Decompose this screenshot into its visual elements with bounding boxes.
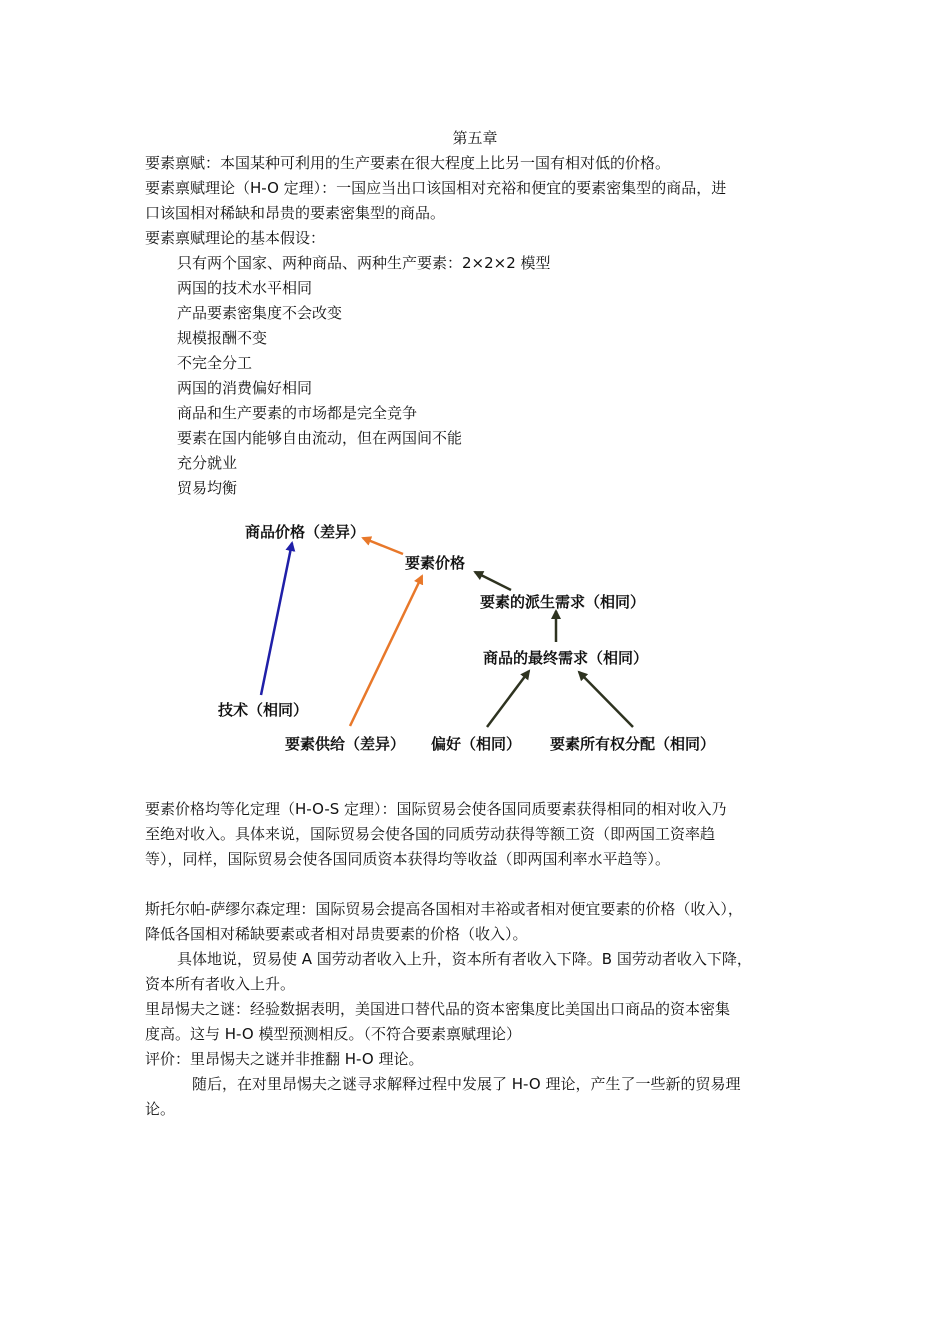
node-goods-price: 商品价格（差异） [245,523,366,541]
ho-theorem-line-1: 要素禀赋理论（H-O 定理）：一国应当出口该国相对充裕和便宜的要素密集型的商品，进 [145,179,727,197]
leontief-line-4: 随后，在对里昂惕夫之谜寻求解释过程中发展了 H-O 理论，产生了一些新的贸易理 [192,1075,741,1093]
node-derived-demand: 要素的派生需求（相同） [480,593,646,611]
assumption-item: 要素在国内能够自由流动，但在两国间不能 [177,429,463,447]
leontief-line-1: 里昂惕夫之谜：经验数据表明，美国进口替代品的资本密集度比美国出口商品的资本密集 [145,1000,731,1018]
assumption-item: 商品和生产要素的市场都是完全竞争 [177,404,418,422]
chapter-title: 第五章 [452,129,498,147]
node-ownership: 要素所有权分配（相同） [550,735,716,753]
arrow-factor-supply-to-factor-price [350,576,422,726]
definition-factor-endowment: 要素禀赋：本国某种可利用的生产要素在很大程度上比另一国有相对低的价格。 [145,154,671,172]
arrow-technology-to-goods-price [261,543,292,695]
arrow-ownership-to-final-demand [579,672,633,727]
leontief-evaluation: 评价：里昂惕夫之谜并非推翻 H-O 理论。 [145,1050,424,1068]
node-technology: 技术（相同） [218,701,309,719]
assumption-item: 贸易均衡 [177,479,238,497]
ss-theorem-line-3: 具体地说，贸易使 A 国劳动者收入上升，资本所有者收入下降。B 国劳动者收入下降， [177,950,752,968]
ss-theorem-line-1: 斯托尔帕-萨缪尔森定理：国际贸易会提高各国相对丰裕或者相对便宜要素的价格（收入）， [145,900,743,918]
arrow-factor-price-to-goods-price [363,538,403,554]
hos-theorem-line-3: 等），同样，国际贸易会使各国同质资本获得均等收益（即两国利率水平趋等）。 [145,850,671,868]
leontief-line-5: 论。 [145,1100,176,1118]
assumption-item: 充分就业 [177,454,238,472]
leontief-line-2: 度高。这与 H-O 模型预测相反。（不符合要素禀赋理论） [145,1025,521,1043]
assumption-item: 规模报酬不变 [177,329,268,347]
node-preference: 偏好（相同） [431,735,522,753]
ho-theorem-line-2: 口该国相对稀缺和昂贵的要素密集型的商品。 [145,204,446,222]
assumption-item: 不完全分工 [177,354,253,372]
assumptions-heading: 要素禀赋理论的基本假设： [145,229,326,247]
assumption-item: 只有两个国家、两种商品、两种生产要素：2×2×2 模型 [177,254,551,272]
hos-theorem-line-1: 要素价格均等化定理（H-O-S 定理）：国际贸易会使各国同质要素获得相同的相对收入乃 [145,800,727,818]
arrow-derived-demand-to-factor-price [475,572,511,590]
ss-theorem-line-2: 降低各国相对稀缺要素或者相对昂贵要素的价格（收入）。 [145,925,528,943]
assumption-item: 产品要素密集度不会改变 [177,304,343,322]
node-factor-supply: 要素供给（差异） [285,735,406,753]
hos-theorem-line-2: 至绝对收入。具体来说，国际贸易会使各国的同质劳动获得等额工资（即两国工资率趋 [145,825,716,843]
node-factor-price: 要素价格 [405,554,466,572]
assumption-item: 两国的技术水平相同 [177,279,313,297]
ss-theorem-line-4: 资本所有者收入上升。 [145,975,296,993]
assumption-item: 两国的消费偏好相同 [177,379,313,397]
arrow-preference-to-final-demand [487,671,529,727]
ho-theory-diagram [205,510,765,770]
node-final-demand: 商品的最终需求（相同） [483,649,649,667]
